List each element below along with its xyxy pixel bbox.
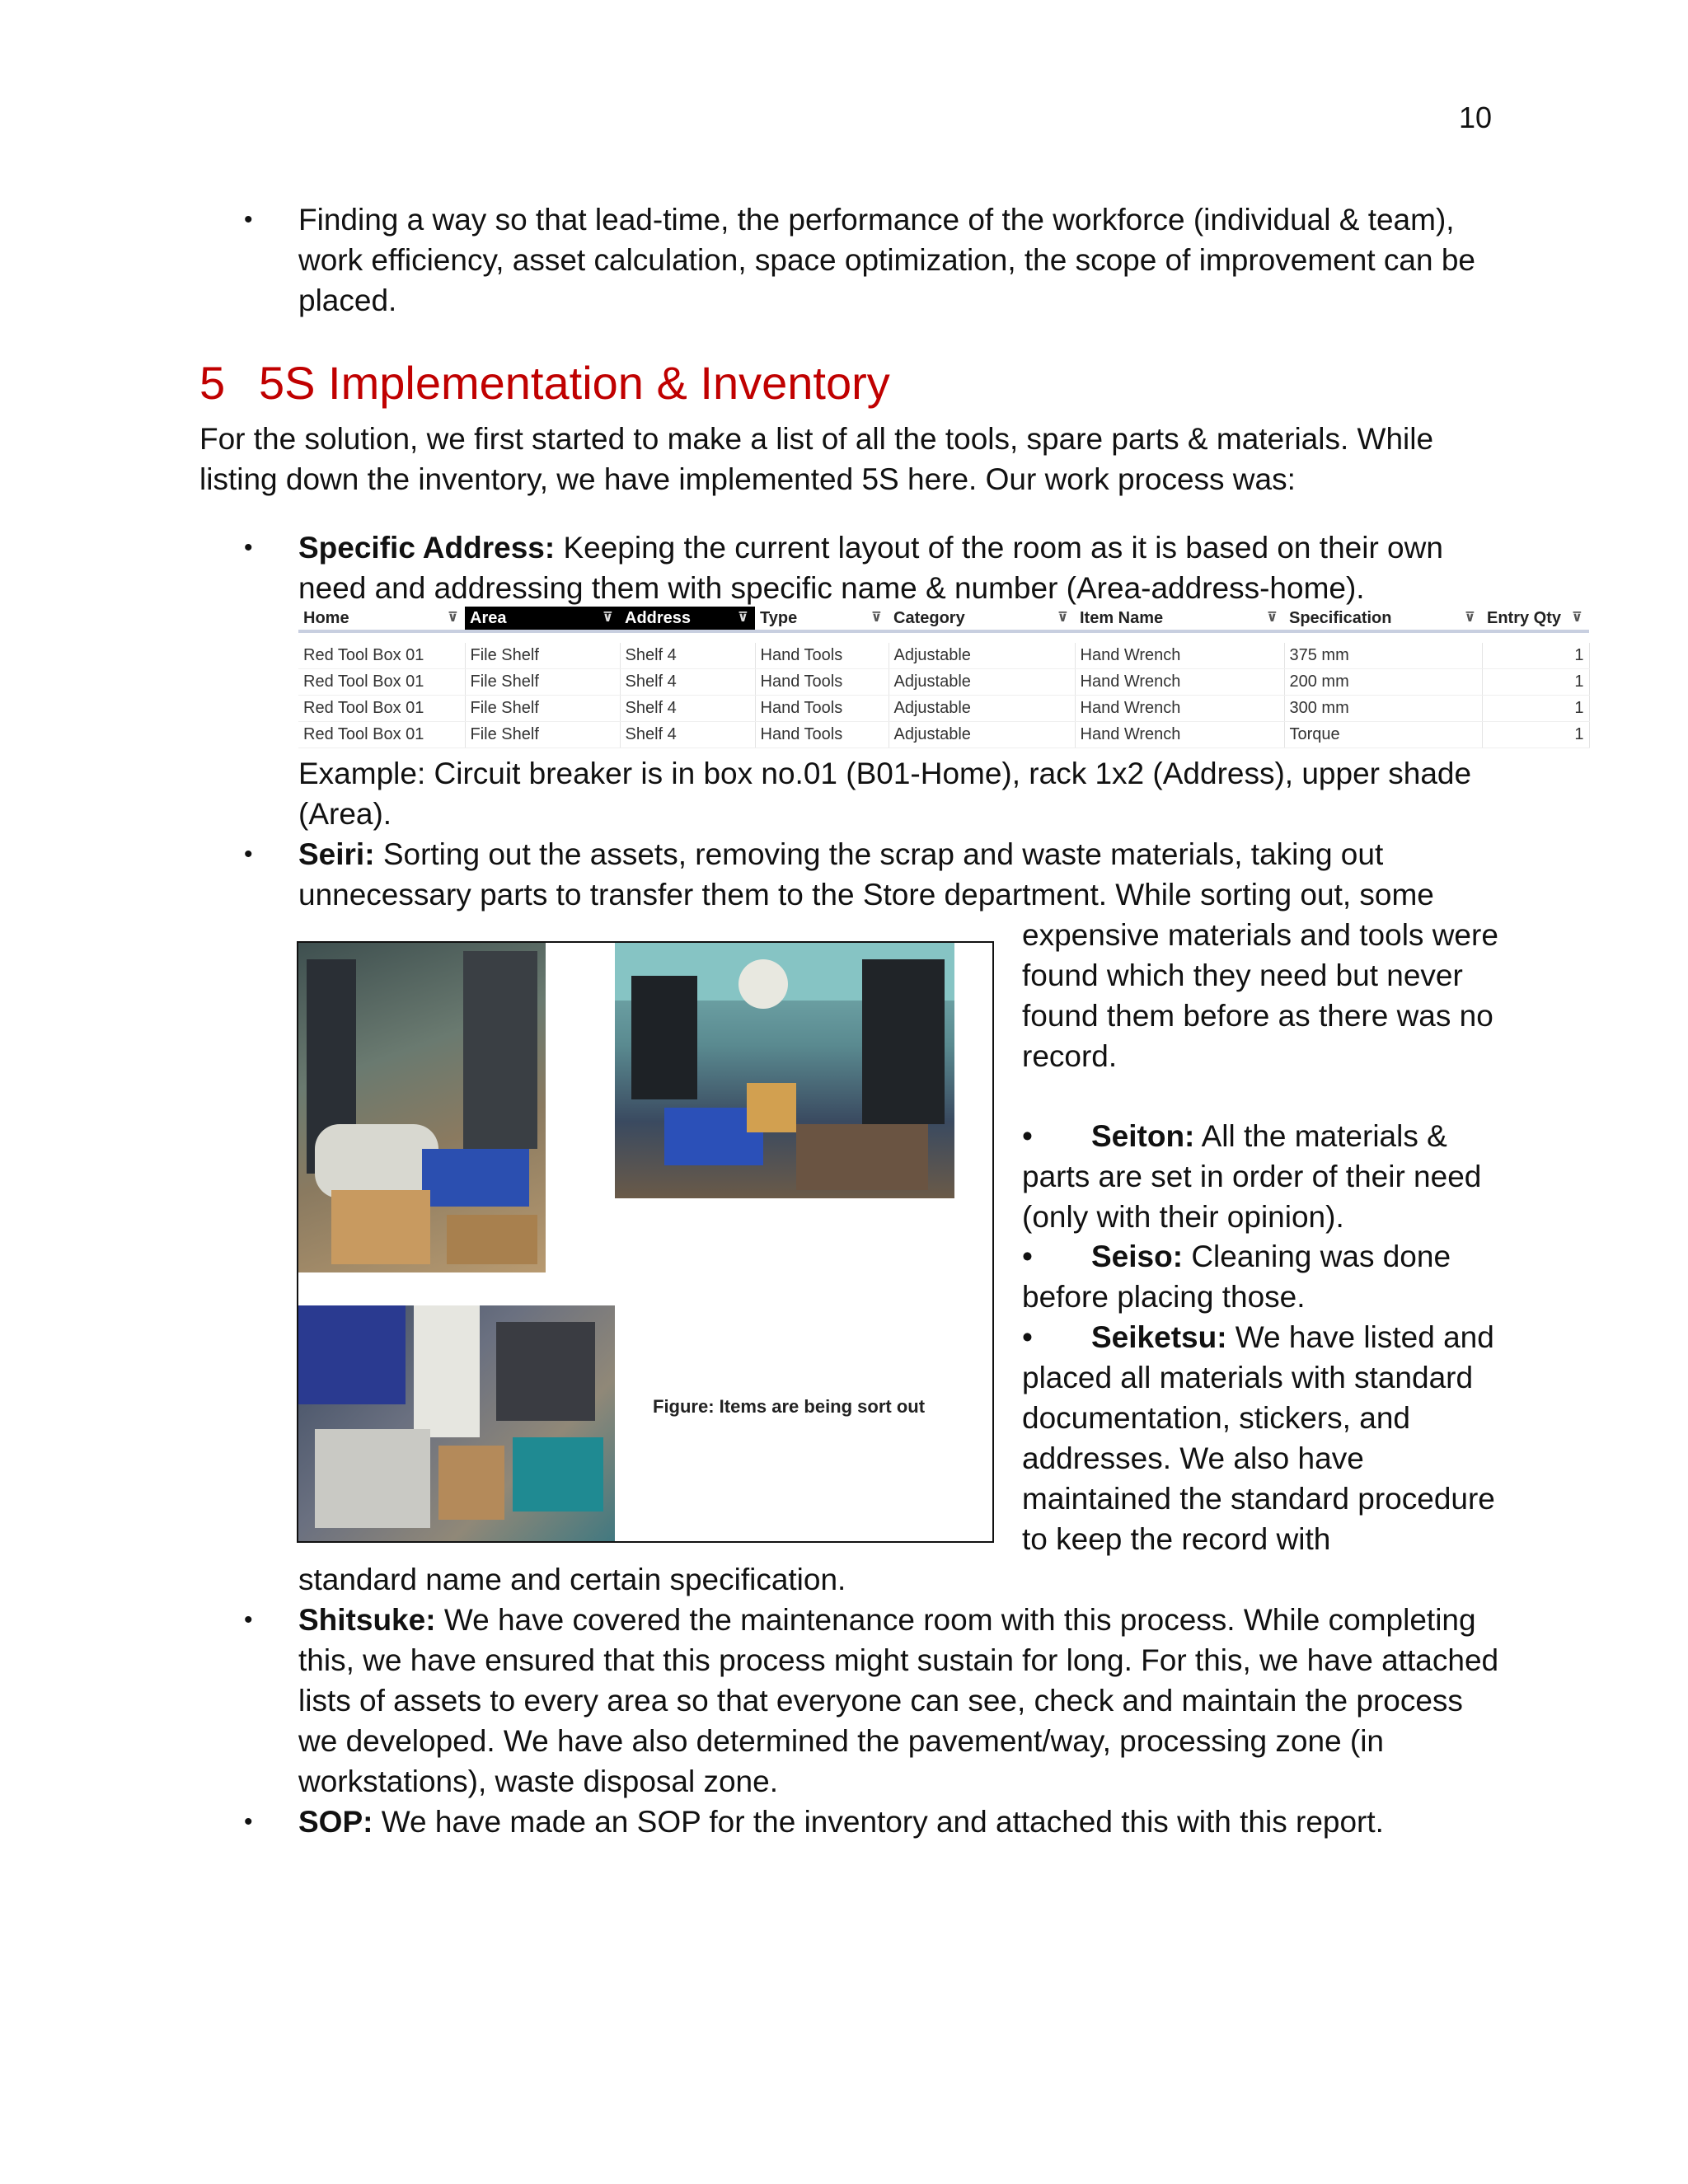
page-number: 10 (1458, 101, 1492, 134)
bullet-text: Sorting out the assets, removing the scrap and waste materials, taking out unnecessary parts to transfer them to the Store department. While sorting out, some (298, 837, 1434, 912)
bullet-label: Seiketsu: (1091, 1320, 1227, 1354)
photo-binders-and-toolboxes (298, 1305, 615, 1543)
bullet-shitsuke (199, 1600, 1502, 1806)
bullet-marker: • (1022, 1119, 1033, 1153)
filter-icon[interactable]: ⊽ (738, 611, 748, 625)
filter-icon[interactable]: ⊽ (1572, 611, 1582, 625)
bullet-label: Shitsuke: (298, 1603, 436, 1637)
intro-bullet-text: Finding a way so that lead-time, the performance of the workforce (individual & team), work efficiency, asset calculation, space optimization, the scope of improvement can be placed. (298, 203, 1475, 317)
column-header-address[interactable]: Address ⊽ (620, 607, 755, 631)
column-header-entry-qty[interactable]: Entry Qty ⊽ (1482, 607, 1589, 631)
inventory-table (298, 607, 1590, 748)
bullet-text: Cleaning was done before placing those. (1022, 1240, 1451, 1314)
bullet-seiton (1022, 1116, 1517, 1237)
bullet-text: We have listed and placed all materials with standard documentation, stickers, and addresses. We also have maintained the standard procedure to keep the record with (1022, 1320, 1495, 1556)
photo-workshop-room (615, 943, 954, 1198)
column-header-area[interactable]: Area ⊽ (465, 607, 620, 631)
filter-icon[interactable]: ⊽ (448, 611, 458, 625)
filter-icon[interactable]: ⊽ (603, 611, 613, 625)
filter-icon[interactable]: ⊽ (1267, 611, 1278, 625)
table-row: Red Tool Box 01 File Shelf Shelf 4 Hand Tools Adjustable Hand Wrench 300 mm 1 (298, 696, 1589, 722)
table-row: Red Tool Box 01 File Shelf Shelf 4 Hand Tools Adjustable Hand Wrench Torque 1 (298, 722, 1589, 748)
bullet-label: Seiso: (1091, 1240, 1184, 1273)
column-header-category[interactable]: Category ⊽ (889, 607, 1075, 631)
bullet-text: All the materials & parts are set in order of their need (only with their opinion). (1022, 1119, 1482, 1234)
bullet-text: We have covered the maintenance room with this process. While completing this, we have ensured that this process might sustain for long. For this, we have attached lists of assets to every area so that everyone can see, check and maintain the process we developed. We have also determined the pavement/way, processing zone (in workstations), waste disposal zone. (298, 1603, 1499, 1798)
table-row: Red Tool Box 01 File Shelf Shelf 4 Hand Tools Adjustable Hand Wrench 200 mm 1 (298, 669, 1589, 696)
bullet-marker: • (244, 1808, 253, 1835)
address-example: Example: Circuit breaker is in box no.01 (B01-Home), rack 1x2 (Address), upper shade (Area). (298, 757, 1472, 831)
seiri-continuation: expensive materials and tools were found which they need but never found them before as there was no record. (1022, 918, 1498, 1073)
bullet-marker: • (1022, 1240, 1033, 1273)
bullet-label: Specific Address: (298, 531, 556, 565)
section-heading (199, 354, 890, 412)
bullet-marker: • (1022, 1320, 1033, 1354)
photo-storage-shelves (298, 943, 546, 1272)
filter-icon[interactable]: ⊽ (871, 611, 882, 625)
bullet-seiketsu (1022, 1317, 1517, 1559)
bullet-marker: • (244, 841, 253, 868)
sorting-figure (297, 941, 994, 1543)
seiketsu-continuation: standard name and certain specification. (298, 1563, 846, 1596)
bullet-label: SOP: (298, 1805, 373, 1839)
column-header-home[interactable]: Home ⊽ (298, 607, 465, 631)
column-header-type[interactable]: Type ⊽ (755, 607, 889, 631)
bullet-text: We have made an SOP for the inventory and attached this with this report. (373, 1805, 1384, 1839)
bullet-seiso (1022, 1236, 1517, 1317)
bullet-marker: • (244, 206, 253, 233)
filter-icon[interactable]: ⊽ (1465, 611, 1475, 625)
bullet-seiri (199, 834, 1502, 916)
bullet-specific-address (199, 527, 1502, 610)
bullet-label: Seiri: (298, 837, 375, 871)
table-header-row (298, 607, 1589, 631)
section-number: 5 (199, 357, 226, 409)
column-header-specification[interactable]: Specification ⊽ (1284, 607, 1482, 631)
section-intro: For the solution, we first started to make a list of all the tools, spare parts & materials. While listing down the inventory, we have implemented 5S here. Our work process was: (199, 422, 1434, 496)
bullet-sop (199, 1802, 1502, 1851)
bullet-marker: • (244, 1606, 253, 1633)
filter-icon[interactable]: ⊽ (1057, 611, 1068, 625)
section-title: 5S Implementation & Inventory (259, 357, 890, 409)
table-row: Red Tool Box 01 File Shelf Shelf 4 Hand Tools Adjustable Hand Wrench 375 mm 1 (298, 643, 1589, 669)
bullet-marker: • (244, 534, 253, 561)
intro-bullet (199, 199, 1502, 323)
figure-caption: Figure: Items are being sort out (653, 1396, 926, 1417)
column-header-item-name[interactable]: Item Name ⊽ (1075, 607, 1284, 631)
bullet-text: Keeping the current layout of the room as it is based on their own need and addressing them with specific name & number (Area-address-home). (298, 531, 1443, 605)
bullet-label: Seiton: (1091, 1119, 1195, 1153)
